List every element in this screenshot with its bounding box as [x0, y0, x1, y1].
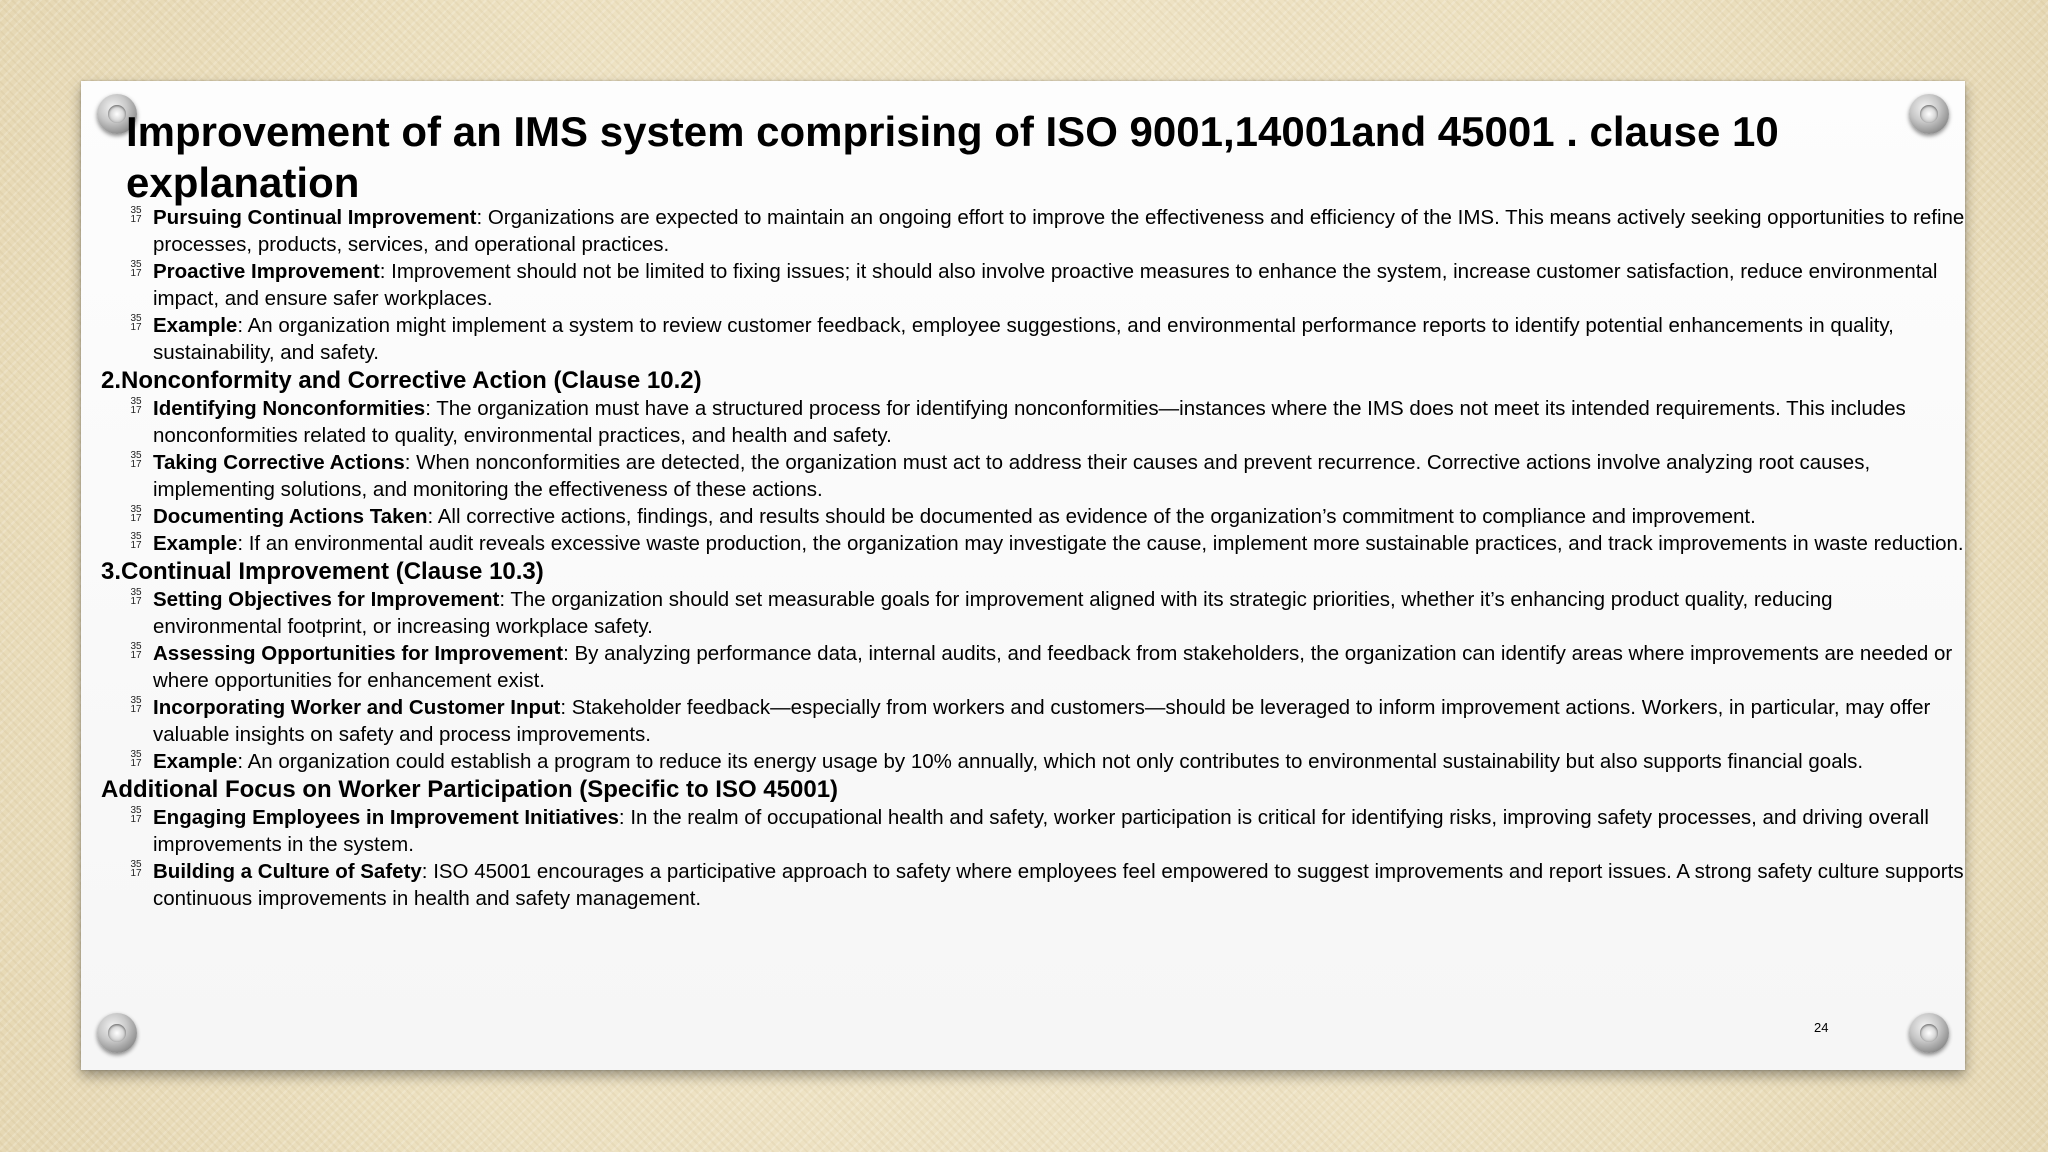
- bullet-text: : Stakeholder feedback—especially from workers and customers—should be leveraged to inform improvement actions. Workers, in particular, may offer valuable insights on safety and process improvements.: [153, 696, 1931, 746]
- screw-bottom-left: [97, 1013, 137, 1053]
- bullet-text: : The organization must have a structured process for identifying nonconformities—instances where the IMS does not meet its intended requirements. This includes nonconformities related to quality, environmental practices, and health and safety.: [153, 397, 1906, 447]
- bullet-item: [101, 312, 1965, 366]
- bullet-item: [101, 694, 1965, 748]
- bullet-term: Engaging Employees in Improvement Initiatives: [153, 806, 619, 829]
- bullet-term: Assessing Opportunities for Improvement: [153, 642, 564, 665]
- slide: [81, 81, 1965, 1070]
- screw-bottom-right: [1909, 1013, 1949, 1053]
- bullet-marker-icon: 35 17: [130, 531, 142, 551]
- bullet-text: : ISO 45001 encourages a participative approach to safety where employees feel empowered to suggest improvements and report issues. A strong safety culture supports continuous improvements in health and safety management.: [153, 860, 1964, 910]
- bullet-term: Pursuing Continual Improvement: [153, 206, 477, 229]
- bullet-item: [101, 858, 1965, 912]
- bullet-item: [101, 748, 1965, 775]
- bullet-term: Setting Objectives for Improvement: [153, 588, 500, 611]
- bullet-item: [101, 530, 1965, 557]
- bullet-marker-icon: 35 17: [130, 259, 142, 279]
- section-heading-worker-participation: Additional Focus on Worker Participation (Specific to ISO 45001): [101, 776, 839, 803]
- bullet-marker-icon: 35 17: [130, 859, 142, 879]
- bullet-term: Example: [153, 314, 238, 337]
- bullet-item: [101, 640, 1965, 694]
- bullet-marker-icon: 35 17: [130, 749, 142, 769]
- bullet-marker-icon: 35 17: [130, 587, 142, 607]
- bullet-term: Example: [153, 532, 238, 555]
- bullet-text: : By analyzing performance data, internal audits, and feedback from stakeholders, the organization can identify areas where improvements are needed or where opportunities for enhancement exist.: [153, 642, 1953, 692]
- bullet-item: [101, 258, 1965, 312]
- bullet-marker-icon: 35 17: [130, 396, 142, 416]
- page-number: 24: [1814, 1020, 1829, 1035]
- bullet-term: Documenting Actions Taken: [153, 505, 428, 528]
- bullet-text: : An organization might implement a system to review customer feedback, employee suggestions, and environmental performance reports to identify potential enhancements in quality, sustainability, and safety.: [153, 314, 1894, 364]
- bullet-item: [101, 804, 1965, 858]
- slide-title: Improvement of an IMS system comprising of ISO 9001,14001and 45001 . clause 10 explanation: [126, 108, 1779, 206]
- section-heading-continual-improvement: 3.Continual Improvement (Clause 10.3): [101, 558, 544, 585]
- bullet-marker-icon: 35 17: [130, 695, 142, 715]
- bullet-marker-icon: 35 17: [130, 205, 142, 225]
- bullet-marker-icon: 35 17: [130, 641, 142, 661]
- section-heading-corrective-action: 2.Nonconformity and Corrective Action (Clause 10.2): [101, 367, 702, 394]
- bullet-text: : In the realm of occupational health and safety, worker participation is critical for identifying risks, improving safety processes, and driving overall improvements in the system.: [153, 806, 1929, 856]
- bullet-text: : Improvement should not be limited to fixing issues; it should also involve proactive measures to enhance the system, increase customer satisfaction, reduce environmental impact, and ensure safer workplaces.: [153, 260, 1938, 310]
- bullet-text: : If an environmental audit reveals excessive waste production, the organization may investigate the cause, implement more sustainable practices, and track improvements in waste reduction.: [237, 532, 1964, 555]
- bullet-marker-icon: 35 17: [130, 450, 142, 470]
- bullet-term: Example: [153, 750, 238, 773]
- bullet-marker-icon: 35 17: [130, 805, 142, 825]
- bullet-term: Identifying Nonconformities: [153, 397, 426, 420]
- bullet-text: : An organization could establish a program to reduce its energy usage by 10% annually, which not only contributes to environmental sustainability but also supports financial goals.: [237, 750, 1864, 773]
- bullet-marker-icon: 35 17: [130, 313, 142, 333]
- bullet-item: [101, 503, 1965, 530]
- bullet-marker-icon: 35 17: [130, 504, 142, 524]
- bullet-term: Proactive Improvement: [153, 260, 380, 283]
- bullet-term: Building a Culture of Safety: [153, 860, 422, 883]
- bullet-text: : When nonconformities are detected, the organization must act to address their causes and prevent recurrence. Corrective actions involve analyzing root causes, implementing solutions, and monitoring the effectiveness of these actions.: [153, 451, 1871, 501]
- bullet-text: : Organizations are expected to maintain an ongoing effort to improve the effectiveness and efficiency of the IMS. This means actively seeking opportunities to refine processes, products, services, and operational practices.: [153, 206, 1965, 256]
- bullet-term: Taking Corrective Actions: [153, 451, 405, 474]
- bullet-term: Incorporating Worker and Customer Input: [153, 696, 561, 719]
- bullet-text: : All corrective actions, findings, and results should be documented as evidence of the organization’s commitment to compliance and improvement.: [427, 505, 1756, 528]
- bullet-item: [101, 449, 1965, 503]
- screw-top-right: [1909, 94, 1949, 134]
- bullet-text: : The organization should set measurable goals for improvement aligned with its strategic priorities, whether it’s enhancing product quality, reducing environmental footprint, or increasing workplace safety.: [153, 588, 1833, 638]
- bullet-item: [101, 586, 1965, 640]
- bullet-item: [101, 204, 1965, 258]
- slide-content: [101, 204, 1965, 912]
- bullet-item: [101, 395, 1965, 449]
